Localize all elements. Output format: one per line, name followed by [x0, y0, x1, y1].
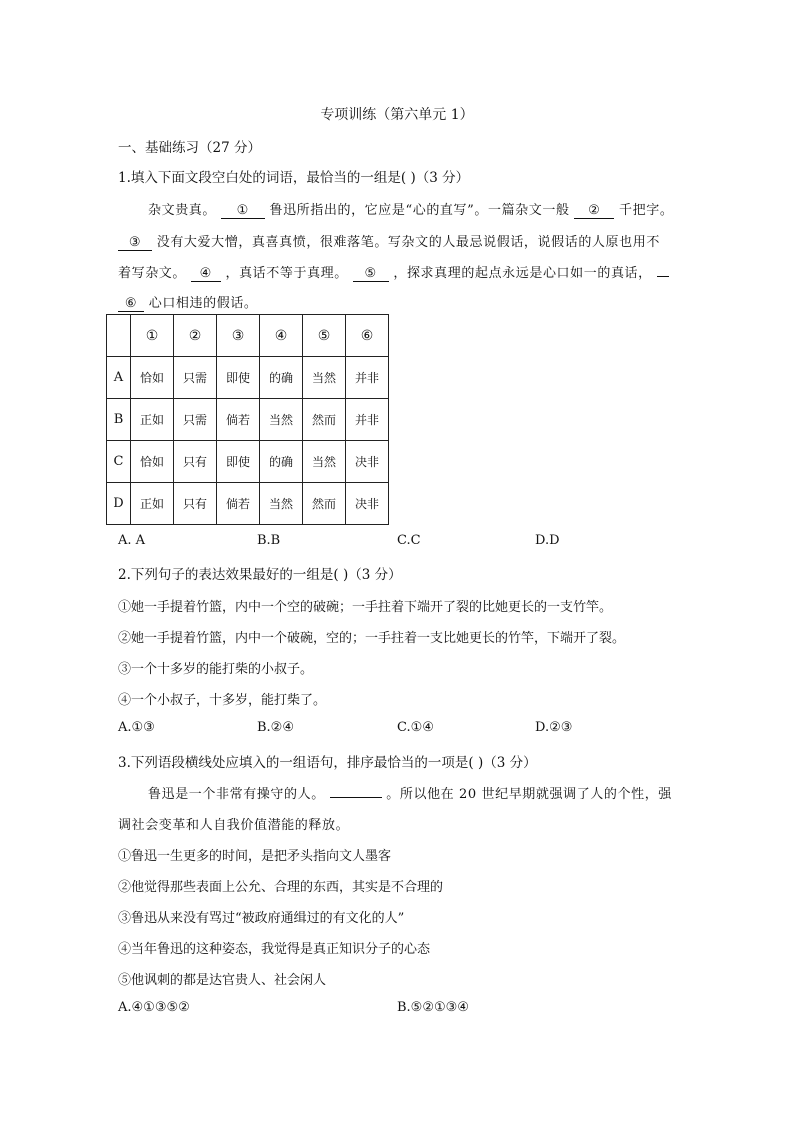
q1-options-table [106, 314, 389, 525]
question-3-stem: 3.下列语段横线处应填入的一组语句，排序最恰当的一项是( )（3 分） [118, 755, 537, 771]
table-cell: 倘若 [217, 483, 260, 525]
table-header-cell: ② [174, 315, 217, 357]
q3-option-b: B.⑤②①③④ [397, 1000, 469, 1015]
q2-item-4: ④一个小叔子，十多岁，能打柴了。 [118, 693, 327, 708]
table-cell: 然而 [303, 483, 346, 525]
q1-passage-line-1 [148, 199, 673, 219]
table-cell: 即使 [217, 441, 260, 483]
q1-passage-line-4 [118, 292, 258, 312]
q2-item-1: ①她一手提着竹篮，内中一个空的破碗；一手拄着下端开了裂的比她更长的一支竹竿。 [118, 600, 613, 615]
table-cell: 正如 [131, 399, 174, 441]
table-cell: 然而 [303, 399, 346, 441]
table-cell: 恰如 [131, 357, 174, 399]
q3-item-1: ①鲁迅一生更多的时间，是把矛头指向文人墨客 [118, 849, 392, 864]
q2-option-a: A.①③ [118, 720, 155, 735]
table-cell: 并非 [346, 399, 389, 441]
q1-passage-text: 没有大爱大憎，真喜真愤，很难落笔。写杂文的人最忌说假话，说假话的人原也用不 [156, 235, 660, 250]
q1-blank-6: ⑥ [118, 296, 144, 312]
q3-passage-text: 。所以他在 20 世纪早期就强调了人的个性，强 [386, 787, 672, 802]
table-cell: 的确 [260, 441, 303, 483]
question-1-stem: 1.填入下面文段空白处的词语，最恰当的一组是( )（3 分） [118, 170, 470, 186]
section-heading: 一、基础练习（27 分） [118, 140, 261, 156]
table-header-cell: ⑥ [346, 315, 389, 357]
q1-passage-text: ，探求真理的起点永远是心口如一的真话， [393, 266, 652, 281]
table-cell: 并非 [346, 357, 389, 399]
table-header-cell: ④ [260, 315, 303, 357]
table-cell: 正如 [131, 483, 174, 525]
q3-item-2: ②他觉得那些表面上公允、合理的东西，其实是不合理的 [118, 880, 444, 895]
q1-passage-text: 千把字。 [619, 203, 674, 218]
q3-item-4: ④当年鲁迅的这种姿态，我觉得是真正知识分子的心态 [118, 942, 431, 957]
q1-blank-2: ② [574, 203, 614, 219]
q1-passage-text: 鲁迅所指出的，它应是“心的直写”。一篇杂文一般 [269, 203, 570, 218]
q1-passage-text: 杂文贵真。 [148, 203, 217, 218]
q1-blank-1: ① [221, 203, 265, 219]
table-cell: 当然 [303, 357, 346, 399]
table-row [107, 399, 389, 441]
q1-passage-line-3 [118, 262, 669, 282]
table-header-cell [107, 315, 131, 357]
table-row-label: D [107, 483, 131, 525]
q2-item-2: ②她一手提着竹篮，内中一个破碗，空的；一手拄着一支比她更长的竹竿，下端开了裂。 [118, 631, 626, 646]
q1-passage-line-2 [118, 231, 660, 251]
table-cell: 恰如 [131, 441, 174, 483]
table-row-label: C [107, 441, 131, 483]
q2-option-c: C.①④ [397, 720, 434, 735]
q1-passage-text: ，真话不等于真理。 [225, 266, 348, 281]
q3-passage-line-1 [148, 783, 672, 802]
table-row [107, 483, 389, 525]
table-cell: 当然 [260, 483, 303, 525]
q1-option-d: D.D [535, 533, 560, 548]
table-header-cell: ⑤ [303, 315, 346, 357]
q1-option-a: A. A [118, 533, 146, 548]
q3-passage-line-2: 调社会变革和人自我价值潜能的释放。 [118, 818, 350, 833]
q3-item-5: ⑤他讽刺的都是达官贵人、社会闲人 [118, 973, 327, 988]
q1-option-b: B.B [257, 533, 281, 548]
table-row-label: A [107, 357, 131, 399]
table-row [107, 357, 389, 399]
question-2-stem: 2.下列句子的表达效果最好的一组是( )（3 分） [118, 567, 402, 583]
q1-blank-3: ③ [118, 235, 152, 251]
q2-option-d: D.②③ [535, 720, 573, 735]
q1-option-c: C.C [397, 533, 421, 548]
table-cell: 决非 [346, 441, 389, 483]
q1-blank-4: ④ [191, 266, 221, 282]
q1-passage-text: 心口相违的假话。 [148, 296, 258, 311]
q2-item-3: ③一个十多岁的能打柴的小叔子。 [118, 662, 314, 677]
table-cell: 只需 [174, 399, 217, 441]
table-cell: 只需 [174, 357, 217, 399]
table-cell: 倘若 [217, 399, 260, 441]
page-title: 专项训练（第六单元 1） [320, 107, 474, 123]
table-row [107, 441, 389, 483]
table-cell: 当然 [260, 399, 303, 441]
table-cell: 当然 [303, 441, 346, 483]
table-cell: 决非 [346, 483, 389, 525]
table-row-label: B [107, 399, 131, 441]
q1-blank-trail [657, 276, 669, 277]
table-header-cell: ③ [217, 315, 260, 357]
q3-item-3: ③鲁迅从来没有骂过“被政府通缉过的有文化的人” [118, 911, 405, 926]
table-header-row [107, 315, 389, 357]
q3-blank [330, 797, 382, 798]
q1-passage-text: 着写杂文。 [118, 266, 187, 281]
table-cell: 只有 [174, 441, 217, 483]
q2-option-b: B.②④ [257, 720, 294, 735]
q3-passage-text: 鲁迅是一个非常有操守的人。 [148, 787, 325, 802]
table-cell: 的确 [260, 357, 303, 399]
q3-option-a: A.④①③⑤② [118, 1000, 190, 1015]
q1-blank-5: ⑤ [353, 266, 389, 282]
table-cell: 即使 [217, 357, 260, 399]
table-header-cell: ① [131, 315, 174, 357]
table-cell: 只有 [174, 483, 217, 525]
